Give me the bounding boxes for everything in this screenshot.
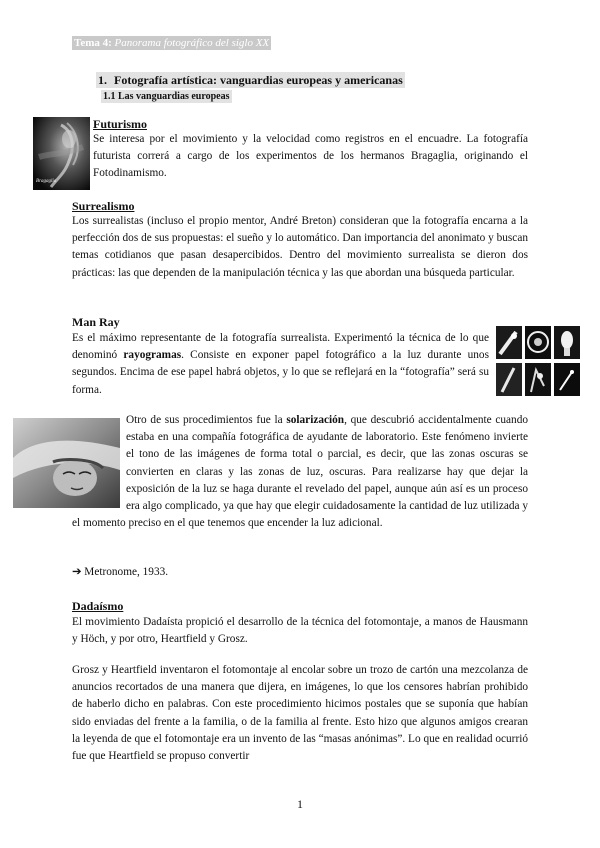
section-title: Fotografía artística: vanguardias europeas y americanas [114,73,403,87]
document-header [72,36,271,50]
header-tema-label: Tema 4: [74,37,112,49]
solarization-text-before: Otro de sus procedimientos fue la [126,414,287,426]
solarization-text [72,412,528,532]
manray-text-before: Es el máximo representante de la fotografía surrealista. Experimentó la técnica de lo que denominó [72,332,489,362]
solarization-bold-term: solarización [286,414,345,426]
section-heading [96,72,405,88]
futurismo-photo-signature: Bragaglia [36,179,57,184]
futurismo-photo [33,117,90,190]
dadaismo-paragraph-1: El movimiento Dadaísta propició el desarrollo de la técnica del fotomontaje, a manos de Hausmann y Höch, y por otro, Heartfield y Grosz. [72,616,528,646]
futurismo-heading: Futurismo [93,117,147,131]
page-number: 1 [297,797,303,811]
metronome-note: ➔ Metronome, 1933. [72,566,169,578]
solarization-text-after: , que descubrió accidentalmente cuando estaba en una compañía fotográfica de ayudante de laboratorio. Este fenómeno invierte el tono de las imágenes de forma total o parcial, es decir, que las zonas oscuras se convierten en claras y las zonas de luz, oscuras. Para realizarse hay que dejar la exposición de la luz se haga durante el revelado del papel, aunque aún así es un proceso era algo complicado, ya que hay que elegir cuidadosamente la cantidad de luz utilizada y el momento preciso en el que tenemos que encender la luz adicional. [72,414,529,530]
rayograms-grid [496,326,580,396]
manray-text [72,330,489,399]
section-number: 1. [98,73,107,87]
surrealismo-text: Los surrealistas (incluso el propio mentor, André Breton) consideran que la fotografía encarna a la perfección dos de sus propuestas: el sueño y lo automático. Dan importancia del anonimato y buscan temas cotidianos que pasan desapercibidos. Dentro del movimiento surrealista se dieron dos prácticas: las que dependen de la manipulación técnica y las que abordan una búsqueda particular. [72,215,528,279]
manray-bold-term: rayogramas [123,349,182,362]
dadaismo-paragraph-2: Grosz y Heartfield inventaron el fotomontaje al encolar sobre un trozo de cartón una mezcolanza de anuncios recortados de una manera que dijera, en imágenes, lo que los censores habrían prohibido de haberlo dicho en palabras. Con este procedimiento hicimos postales que se suponía que habían sido enviadas del frente a la familia, o de la familia al frente. Esto hizo que algunos amigos crearan la leyenda de que el fotomontaje era un invento de las “masas anónimas”. Lo que en realidad ocurrió fue que Heartfield se propuso convertir [72,664,528,763]
subsection-heading: 1.1 Las vanguardias europeas [103,91,230,102]
manray-heading: Man Ray [72,315,120,329]
header-tema-title: Panorama fotográfico del siglo XX [114,37,270,49]
image-wrap-spacer [72,412,126,515]
futurismo-text: Se interesa por el movimiento y la velocidad como registros en el encuadre. La fotografía futurista correrá a cargo de los experimentos de los hermanos Bragaglia, originando el Fotodinamismo. [93,133,528,180]
manray-text-after: . Consiste en exponer papel fotográfico a la luz durante unos segundos. Encima de ese papel habrá objetos, y lo que se reflejará en la “fotografía” será su forma. [72,349,489,396]
rayograms-graphic [496,326,580,396]
surrealismo-heading: Surrealismo [72,199,135,213]
dadaismo-heading: Dadaísmo [72,599,124,613]
